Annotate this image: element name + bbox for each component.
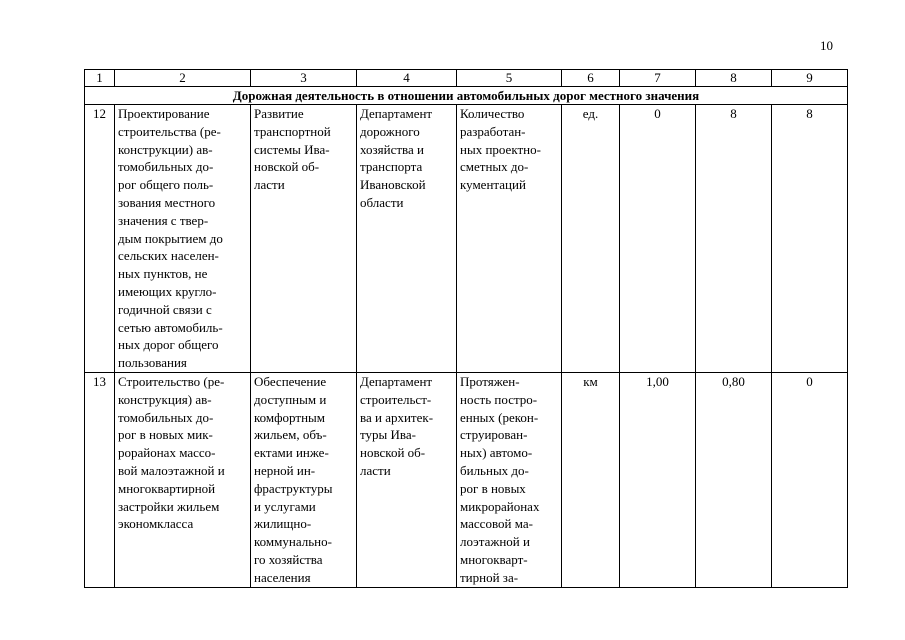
indicator-cell: Количество разработан- ных проектно- сметных до- кументаций [457,105,562,373]
section-title: Дорожная деятельность в отношении автомобильных дорог местного значения [85,87,848,105]
unit-cell: км [562,372,620,587]
unit-cell: ед. [562,105,620,373]
column-header: 3 [251,70,357,87]
department-cell: Департамент строительст- ва и архитек- туры Ива- новской об- ласти [357,372,457,587]
column-header: 9 [772,70,848,87]
program-cell: Развитие транспортной системы Ива- новской об- ласти [251,105,357,373]
activity-name-cell: Проектирование строительства (ре- конструкции) ав- томобильных до- рог общего поль- зования местного значения с твер- дым покрытием до сельских населен- ных пунктов, не имеющих кругло- годичной связи с сетью автомобиль- ных дорог общего пользования [115,105,251,373]
table-row [85,105,848,373]
value-col9-cell: 8 [772,105,848,373]
indicator-cell: Протяжен- ность постро- енных (рекон- струирован- ных) автомо- бильных до- рог в новых микрорайонах массовой ма- лоэтажной и многокварт- тирной за- [457,372,562,587]
column-header: 2 [115,70,251,87]
value-col7-cell: 1,00 [620,372,696,587]
value-col9-cell: 0 [772,372,848,587]
column-header: 7 [620,70,696,87]
page-number: 10 [820,38,833,53]
column-header: 5 [457,70,562,87]
column-header: 1 [85,70,115,87]
row-number: 12 [85,105,115,373]
value-col8-cell: 0,80 [696,372,772,587]
value-col8-cell: 8 [696,105,772,373]
activity-name-cell: Строительство (ре- конструкция) ав- томобильных до- рог в новых мик- рорайонах массо- вой малоэтажной и многоквартирной застройки жильем экономкласса [115,372,251,587]
column-header: 6 [562,70,620,87]
indicators-table [84,69,848,588]
column-numbers-row [85,70,848,87]
table-row [85,372,848,587]
section-row [85,87,848,105]
program-cell: Обеспечение доступным и комфортным жильем, объ- ектами инже- нерной ин- фраструктуры и услугами жилищно- коммунально- го хозяйства населения [251,372,357,587]
row-number: 13 [85,372,115,587]
value-col7-cell: 0 [620,105,696,373]
department-cell: Департамент дорожного хозяйства и транспорта Ивановской области [357,105,457,373]
column-header: 4 [357,70,457,87]
column-header: 8 [696,70,772,87]
